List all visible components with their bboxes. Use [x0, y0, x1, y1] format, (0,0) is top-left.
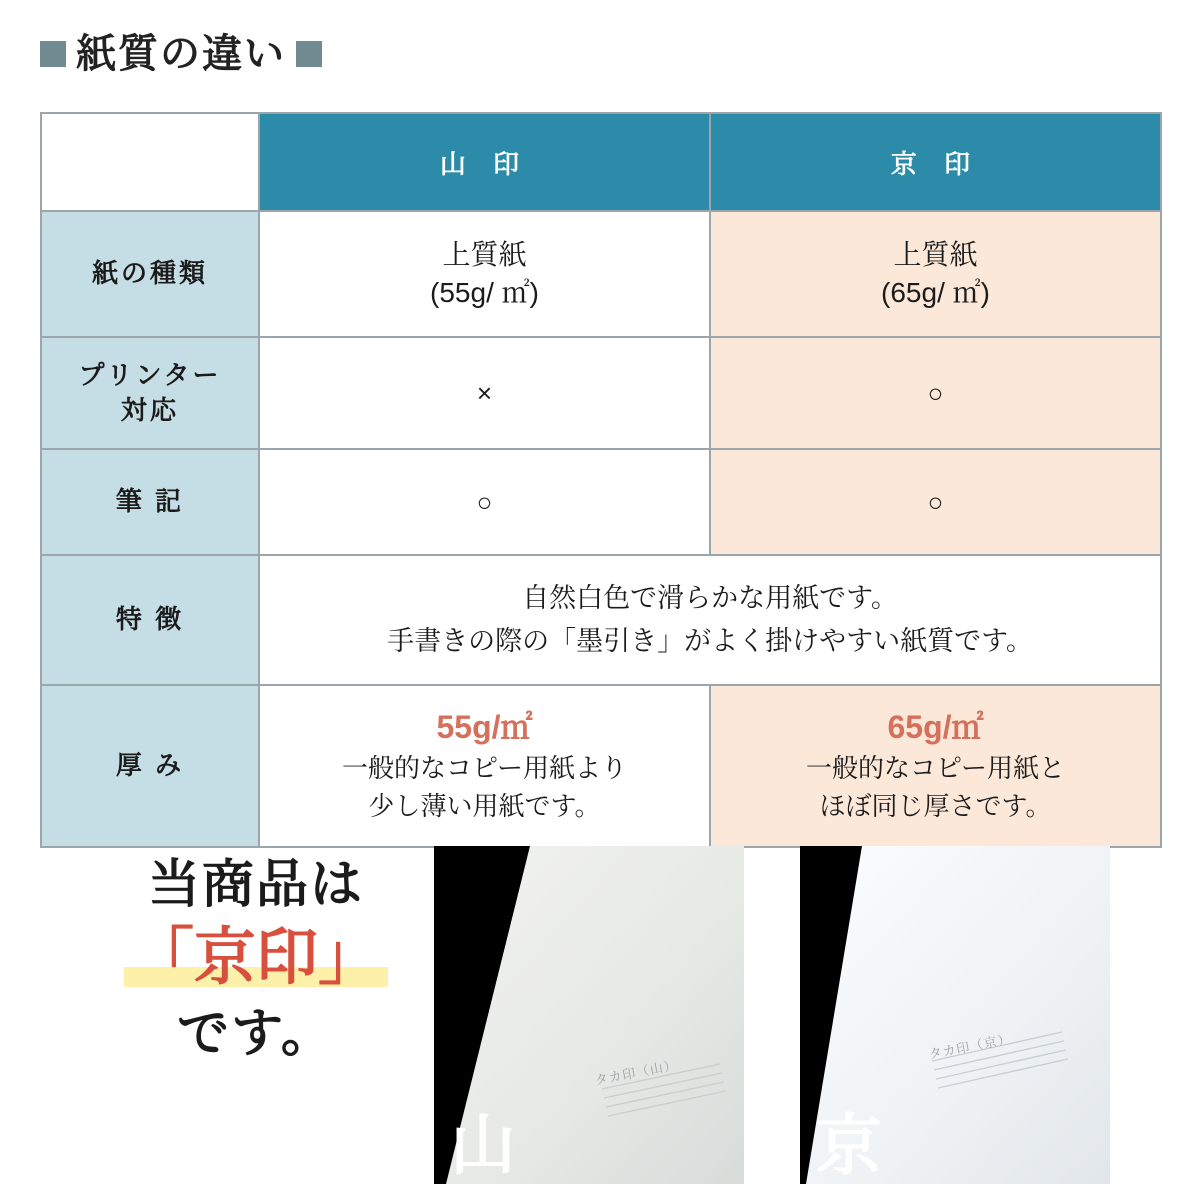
row-label-paper-type: 紙の種類 — [41, 211, 259, 337]
row-label-printer-support — [41, 337, 259, 449]
cell-kyo-paper-type — [710, 211, 1161, 337]
promo-block — [96, 856, 416, 1065]
cell-yama-thickness-weight: 55g/㎡ — [436, 708, 533, 745]
cell-kyo-paper-type-sub: (65g/ ㎡) — [881, 277, 990, 308]
cell-kyo-thickness-line1: 一般的なコピー用紙と — [806, 753, 1065, 784]
table-row — [41, 685, 1161, 847]
cell-feature-line2: 手書きの際の「墨引き」がよく掛けやすい紙質です。 — [387, 626, 1033, 656]
promo-line2: 「京印」 — [131, 922, 380, 992]
row-label-feature: 特 徴 — [41, 555, 259, 685]
heading-square-right-icon — [296, 41, 322, 67]
cell-kyo-writing: ○ — [710, 449, 1161, 555]
bottom-section — [0, 836, 1200, 1200]
cell-kyo-thickness-weight: 65g/㎡ — [887, 708, 984, 745]
table-header-row — [41, 113, 1161, 211]
table-corner-cell — [41, 113, 259, 211]
table-row — [41, 211, 1161, 337]
cell-yama-writing: ○ — [259, 449, 710, 555]
promo-line1: 当商品は — [147, 856, 364, 914]
photo-yama — [434, 846, 744, 1184]
cell-kyo-paper-type-main: 上質紙 — [893, 239, 978, 271]
cell-yama-printer-support: × — [259, 337, 710, 449]
page-heading — [40, 34, 322, 74]
row-label-writing: 筆 記 — [41, 449, 259, 555]
cell-yama-thickness-line2: 少し薄い用紙です。 — [368, 790, 601, 821]
row-label-printer-support-line2: 対応 — [120, 395, 179, 425]
column-header-yama: 山 印 — [259, 113, 710, 211]
cell-yama-paper-type-main: 上質紙 — [442, 239, 527, 271]
promo-line2-wrapper — [128, 922, 384, 993]
cell-yama-thickness-line1: 一般的なコピー用紙より — [342, 753, 627, 784]
photo-kyo-caption: タカ印（京） — [927, 1031, 1013, 1062]
cell-kyo-printer-support: ○ — [710, 337, 1161, 449]
table-row — [41, 555, 1161, 685]
cell-yama-paper-type — [259, 211, 710, 337]
photo-yama-char: 山 — [450, 1108, 517, 1182]
column-header-kyo: 京 印 — [710, 113, 1161, 211]
cell-kyo-thickness — [710, 685, 1161, 847]
heading-square-left-icon — [40, 41, 66, 67]
photo-yama-caption: タカ印（山） — [593, 1057, 679, 1088]
page-title: 紙質の違い — [76, 32, 286, 76]
cell-feature-line1: 自然白色で滑らかな用紙です。 — [522, 582, 898, 613]
table-row — [41, 337, 1161, 449]
cell-yama-paper-type-sub: (55g/ ㎡) — [430, 277, 539, 308]
row-label-printer-support-line1: プリンター — [78, 359, 222, 390]
photo-kyo — [800, 846, 1110, 1184]
cell-yama-thickness — [259, 685, 710, 847]
table-row — [41, 449, 1161, 555]
cell-feature-merged — [259, 555, 1161, 685]
promo-line3: です。 — [177, 1005, 335, 1064]
paper-comparison-table — [40, 112, 1162, 848]
row-label-thickness: 厚 み — [41, 685, 259, 847]
cell-kyo-thickness-line2: ほぼ同じ厚さです。 — [819, 790, 1052, 821]
photo-kyo-char: 京 — [816, 1108, 883, 1182]
